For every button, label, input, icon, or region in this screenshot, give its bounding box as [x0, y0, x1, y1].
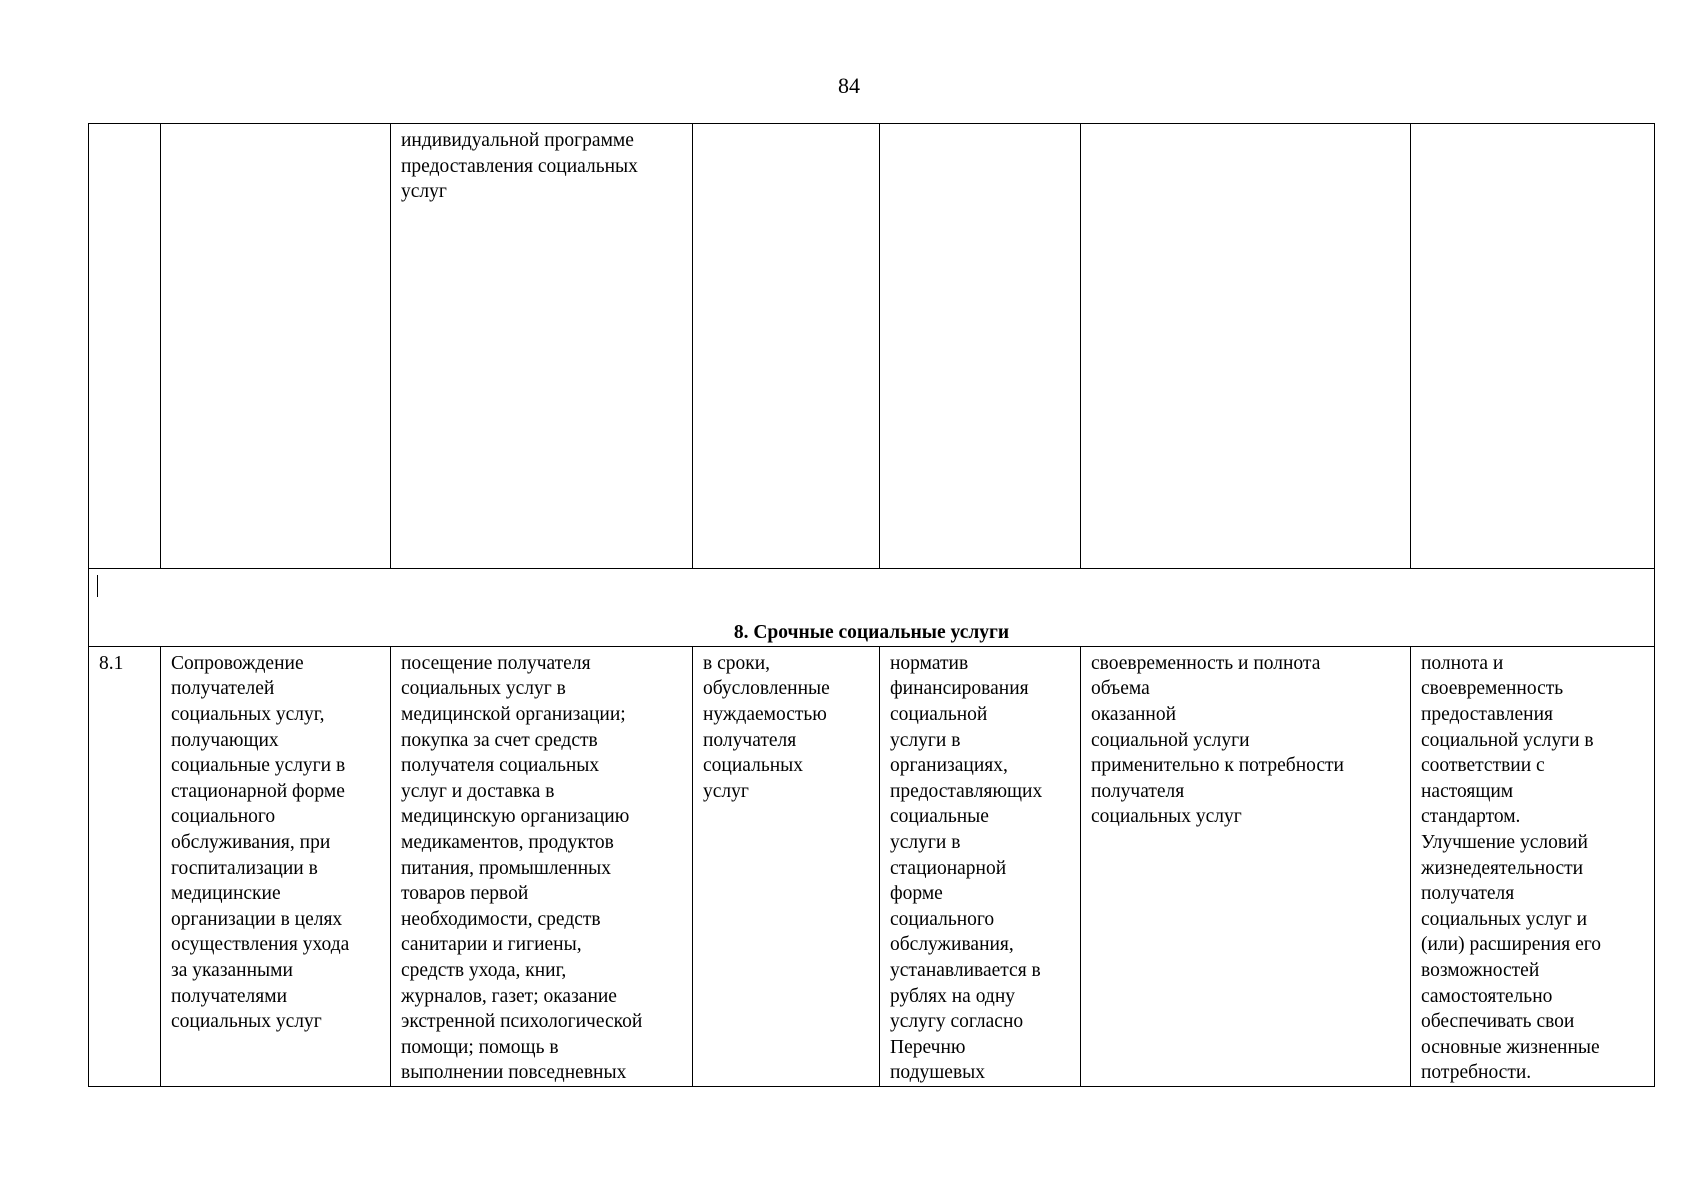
section-heading: 8. Срочные социальные услуги — [733, 622, 1010, 644]
page-number: 84 — [838, 73, 860, 98]
text-cursor-mark — [97, 575, 98, 597]
item-evaluation: полнота и своевременность предоставления социальной услуги в соответствии с настоящим стандартом. Улучшение условий жизнедеятельности получателя социальных услуг и (или) расширения его возможностей самостоятельно обеспечивать свои основные жизненные потребности. — [1411, 646, 1655, 1086]
services-table — [88, 123, 1655, 1087]
table-cell-timing — [693, 124, 880, 569]
item-funding: норматив финансирования социальной услуги в организациях, предоставляющих социальные услуги в стационарной форме социального обслуживания, устанавливается в рублях на одну услугу согласно Перечню подушевых — [880, 646, 1081, 1086]
table-cell-quality — [1081, 124, 1411, 569]
table-cell-name — [161, 124, 391, 569]
section-heading-row — [89, 569, 1655, 647]
table-cell-description: индивидуальной программе предоставления социальных услуг — [391, 124, 693, 569]
table-cell-funding — [880, 124, 1081, 569]
item-name: Сопровождение получателей социальных услуг, получающих социальные услуги в стационарной форме социального обслуживания, при госпитализации в медицинские организации в целях осуществления ухода за указанными получателями социальных услуг — [161, 646, 391, 1086]
item-quality: своевременность и полнота объема оказанной социальной услуги применительно к потребности получателя социальных услуг — [1081, 646, 1411, 1086]
table-cell-evaluation — [1411, 124, 1655, 569]
section-heading-cell — [89, 569, 1655, 647]
table-row-continuation — [89, 124, 1655, 569]
table-cell-number — [89, 124, 161, 569]
table-row — [89, 646, 1655, 1086]
item-timing: в сроки, обусловленные нуждаемостью получателя социальных услуг — [693, 646, 880, 1086]
item-description: посещение получателя социальных услуг в медицинской организации; покупка за счет средств получателя социальных услуг и доставка в медицинскую организацию медикаментов, продуктов питания, промышленных товаров первой необходимости, средств санитарии и гигиены, средств ухода, книг, журналов, газет; оказание экстренной психологической помощи; помощь в выполнении повседневных — [391, 646, 693, 1086]
item-number: 8.1 — [89, 646, 161, 1086]
